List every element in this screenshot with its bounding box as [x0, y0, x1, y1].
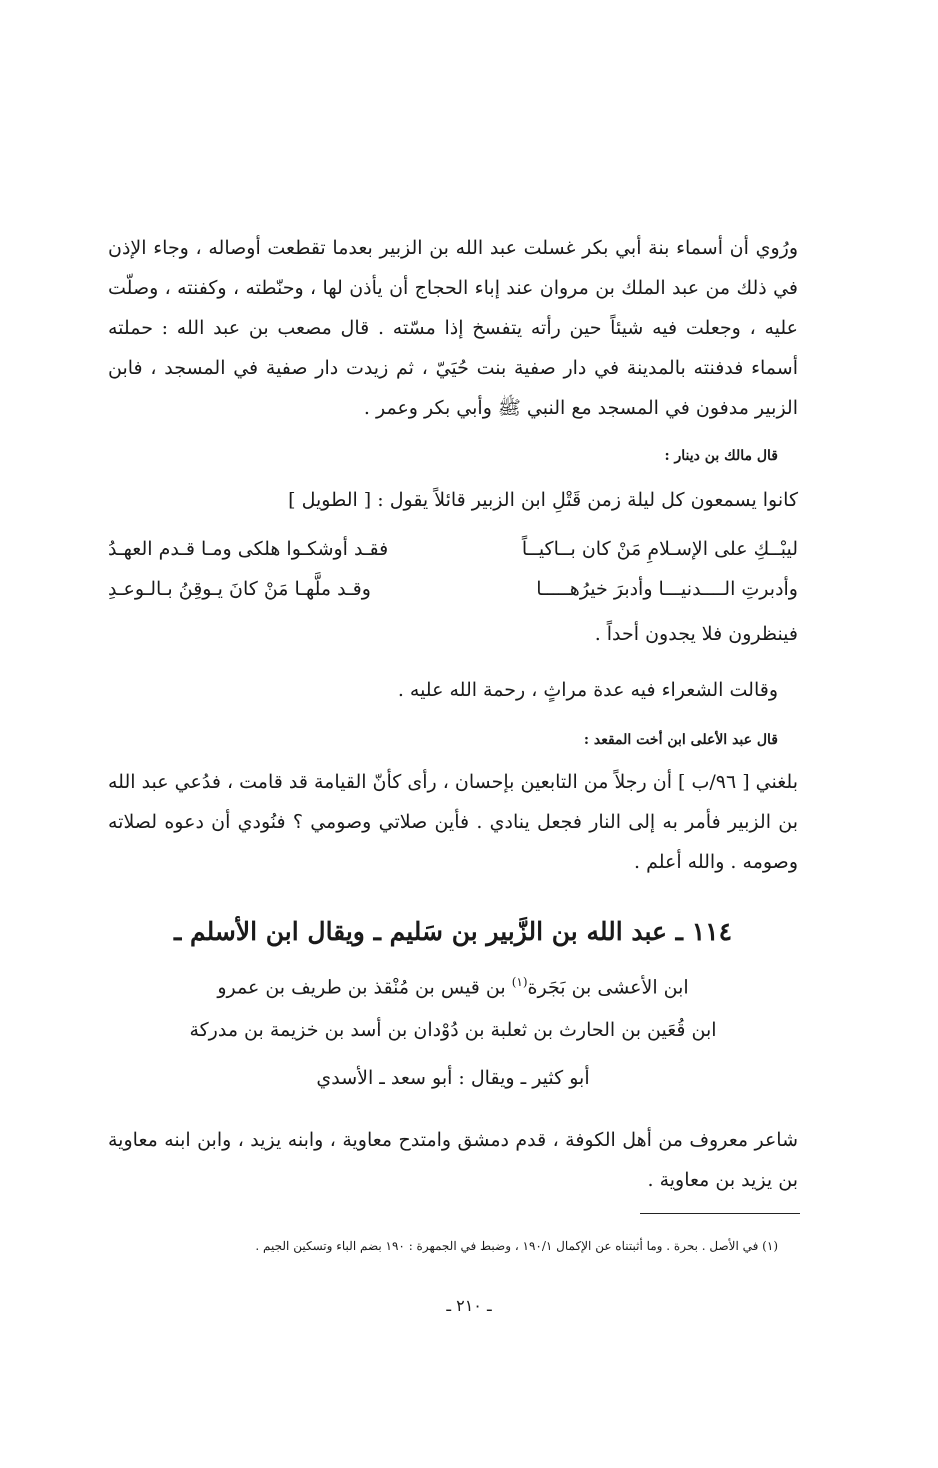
speaker-abd-al-ala: قال عبد الأعلى ابن أخت المقعد : [583, 732, 778, 748]
footnote-reference[interactable]: (١) [511, 975, 528, 989]
page-number: ـ ٢١٠ ـ [446, 1296, 492, 1315]
paragraph-voice: كانوا يسمعون كل ليلة زمن قَتْلِ ابن الزبير قائلاً يقول : [ الطويل ] [288, 489, 798, 511]
verse-line-1 [108, 538, 798, 574]
verse-hemistich-second: فقـد أوشكـوا هلكى ومـا قـدم العهـدُ [108, 538, 389, 560]
footnote-divider [640, 1213, 800, 1214]
paragraph-dream: بلغني [ ٩٦/ب ] أن رجلاً من التابعين بإحسان ، رأى كأنّ القيامة قد قامت ، فدُعي عبد الله بن الزبير فأمر به إلى النار فجعل ينادي . فأين صلاتي وصومي ؟ فنُودي أن دعوه لصلاته وصومه . والله أعلم . [108, 771, 798, 873]
paragraph-poet-bio: شاعر معروف من أهل الكوفة ، قدم دمشق وامتدح معاوية ، وابنه يزيد ، وابن ابنه معاوية بن يزيد بن معاوية . [108, 1129, 798, 1191]
verse-hemistich-first: ليبْــكِ على الإسـلامِ مَنْ كان بــاكيــاً [521, 538, 798, 560]
verse-hemistich-second: وقـد ملَّهـا مَنْ كانَ يـوقِنُ بـالـوعـدِ [108, 578, 371, 600]
verse-line-2 [108, 578, 798, 614]
paragraph-elegies: وقالت الشعراء فيه عدة مراثٍ ، رحمة الله عليه . [397, 679, 778, 701]
entry-title: ١١٤ ـ عبد الله بن الزَّبير بن سَليم ـ ويقال ابن الأسلم ـ [173, 917, 733, 946]
lineage-text: بن قيس بن مُنْقذ بن طريف بن عمرو [217, 976, 512, 999]
paragraph-burial: ورُوي أن أسماء بنة أبي بكر غسلت عبد الله بن الزبير بعدما تقطعت أوصاله ، وجاء الإذن في ذلك من عبد الملك بن مروان عند إباء الحجاج أن يأذن لها ، وحنّطته ، وكفنته ، وصلّت عليه ، وجعلت فيه شيئاً حين رأته يتفسخ إذا مسّته . قال مصعب بن عبد الله : حملته أسماء فدفنته بالمدينة في دار صفية بنت حُيَيّ ، ثم زيدت دار صفية في المسجد ، فابن الزبير مدفون في المسجد مع النبي ﷺ وأبي بكر وعمر . [108, 237, 798, 419]
verse-hemistich-first: وأدبرتِ الــــدنيـــا وأدبرَ خيرُهـــــا [536, 578, 798, 600]
speaker-malik: قال مالك بن دينار : [664, 448, 778, 464]
paragraph-no-one: فينظرون فلا يجدون أحداً . [594, 623, 798, 645]
entry-kunya: أبو كثير ـ ويقال : أبو سعد ـ الأسدي [316, 1067, 590, 1089]
footnote-text: (١) في الأصل . بحرة . وما أثبتناه عن الإكمال ١٩٠/١ ، وضبط في الجمهرة : ١٩٠ بضم الباء وتسكين الجيم . [255, 1239, 778, 1253]
entry-lineage-line-1 [108, 962, 798, 1007]
entry-lineage-line-2: ابن قُعَين بن الحارث بن ثعلبة بن دُوْدان بن أسد بن خزيمة بن مدركة [189, 1019, 717, 1041]
lineage-text: ابن الأعشى بن بَجَرة [527, 976, 689, 999]
